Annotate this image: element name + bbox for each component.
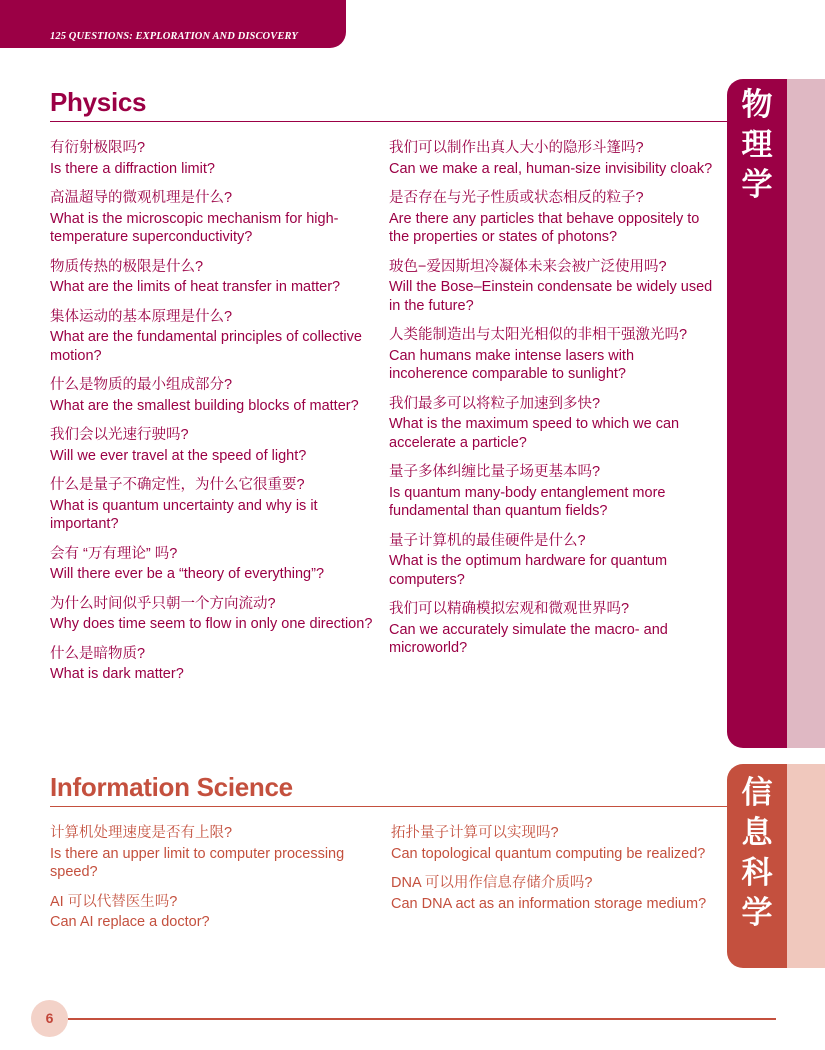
question-item: [389, 532, 714, 590]
question-chinese: 我们最多可以将粒子加速到多快?: [389, 395, 601, 412]
question-english: Can we make a real, human-size invisibility cloak?: [389, 160, 713, 177]
book-title-header: 125 QUESTIONS: EXPLORATION AND DISCOVERY: [50, 31, 298, 42]
physics-questions-right: [389, 139, 714, 669]
section-title-physics: Physics: [50, 87, 147, 117]
question-english: Can we accurately simulate the macro- and microworld?: [389, 621, 668, 656]
question-item: [50, 545, 375, 584]
question-english: Why does time seem to flow in only one direction?: [50, 616, 373, 632]
question-item: [50, 824, 375, 882]
side-label-char: 信: [741, 775, 773, 811]
question-item: [389, 395, 714, 453]
question-chinese: AI 可以代替医生吗?: [50, 893, 178, 910]
question-english: Can AI replace a doctor?: [50, 914, 210, 930]
question-english: Will there ever be a “theory of everything”?: [50, 566, 325, 582]
question-english: Can topological quantum computing be realized?: [391, 845, 706, 862]
physics-side-shade: [787, 79, 825, 748]
question-english: Is quantum many-body entanglement more fundamental than quantum fields?: [389, 484, 666, 519]
info-questions-right: [391, 824, 716, 924]
side-label-char: 息: [741, 815, 773, 851]
physics-questions-left: [50, 139, 375, 695]
question-item: [50, 426, 375, 465]
question-chinese: 量子多体纠缠比量子场更基本吗?: [389, 464, 601, 480]
side-label-char: 学: [741, 167, 773, 203]
question-item: [50, 476, 375, 534]
question-english: What is the microscopic mechanism for high-temperature superconductivity?: [50, 210, 339, 245]
question-chinese: 什么是暗物质?: [50, 645, 146, 662]
question-item: [50, 595, 375, 634]
question-chinese: 我们可以精确模拟宏观和微观世界吗?: [389, 601, 630, 617]
physics-rule: [50, 121, 727, 122]
question-item: [391, 874, 716, 913]
question-chinese: 集体运动的基本原理是什么?: [50, 308, 233, 325]
question-item: [389, 258, 714, 316]
question-item: [389, 463, 714, 521]
question-item: [50, 139, 375, 178]
physics-side-label: [727, 85, 787, 205]
question-chinese: 什么是量子不确定性，为什么它很重要?: [50, 477, 305, 493]
question-english: What is quantum uncertainty and why is it important?: [50, 497, 318, 532]
question-chinese: 高温超导的微观机理是什么?: [50, 190, 233, 206]
question-chinese: 计算机处理速度是否有上限?: [50, 825, 233, 841]
question-chinese: 有衍射极限吗?: [50, 140, 146, 156]
info-rule: [50, 806, 727, 807]
side-label-char: 科: [741, 855, 773, 891]
question-english: Is there a diffraction limit?: [50, 160, 215, 177]
info-side-shade: [787, 764, 825, 968]
question-item: [50, 893, 375, 932]
question-item: [50, 376, 375, 415]
question-chinese: 我们会以光速行驶吗?: [50, 427, 189, 443]
footer-rule: [68, 1018, 776, 1020]
question-english: What are the fundamental principles of collective motion?: [50, 329, 362, 364]
question-item: [389, 139, 714, 178]
question-english: Will we ever travel at the speed of light?: [50, 447, 307, 464]
question-english: What is dark matter?: [50, 666, 184, 682]
question-item: [389, 600, 714, 658]
question-chinese: 会有 “万有理论” 吗?: [50, 545, 178, 562]
question-english: Can humans make intense lasers with incoherence comparable to sunlight?: [389, 347, 635, 382]
question-item: [50, 189, 375, 247]
question-chinese: DNA 可以用作信息存储介质吗?: [391, 875, 593, 891]
question-english: Are there any particles that behave oppositely to the properties or states of photons?: [389, 210, 700, 245]
question-chinese: 什么是物质的最小组成部分?: [50, 377, 233, 393]
question-chinese: 玻色−爱因斯坦冷凝体未来会被广泛使用吗?: [389, 258, 667, 275]
question-item: [391, 824, 716, 863]
section-title-information-science: Information Science: [50, 772, 293, 802]
question-english: What are the smallest building blocks of matter?: [50, 397, 359, 414]
question-english: What is the optimum hardware for quantum computers?: [389, 553, 668, 588]
question-chinese: 拓扑量子计算可以实现吗?: [391, 825, 559, 841]
question-chinese: 为什么时间似乎只朝一个方向流动?: [50, 595, 276, 612]
info-side-label: [727, 773, 787, 933]
question-item: [50, 258, 375, 297]
question-chinese: 人类能制造出与太阳光相似的非相干强激光吗?: [389, 327, 688, 343]
question-chinese: 我们可以制作出真人大小的隐形斗篷吗?: [389, 140, 644, 156]
question-chinese: 量子计算机的最佳硬件是什么?: [389, 532, 586, 549]
question-english: What are the limits of heat transfer in matter?: [50, 279, 341, 295]
question-english: Is there an upper limit to computer processing speed?: [50, 845, 345, 880]
question-item: [389, 326, 714, 384]
page-number: 6: [31, 1000, 68, 1037]
question-chinese: 是否存在与光子性质或状态相反的粒子?: [389, 190, 644, 206]
side-label-char: 理: [741, 127, 773, 163]
question-english: Will the Bose–Einstein condensate be widely used in the future?: [389, 279, 713, 314]
side-label-char: 学: [741, 895, 773, 931]
question-english: What is the maximum speed to which we can accelerate a particle?: [389, 416, 680, 451]
question-chinese: 物质传热的极限是什么?: [50, 258, 204, 275]
question-item: [50, 645, 375, 684]
question-english: Can DNA act as an information storage medium?: [391, 895, 707, 912]
side-label-char: 物: [741, 87, 773, 123]
info-questions-left: [50, 824, 375, 943]
question-item: [389, 189, 714, 247]
question-item: [50, 308, 375, 366]
